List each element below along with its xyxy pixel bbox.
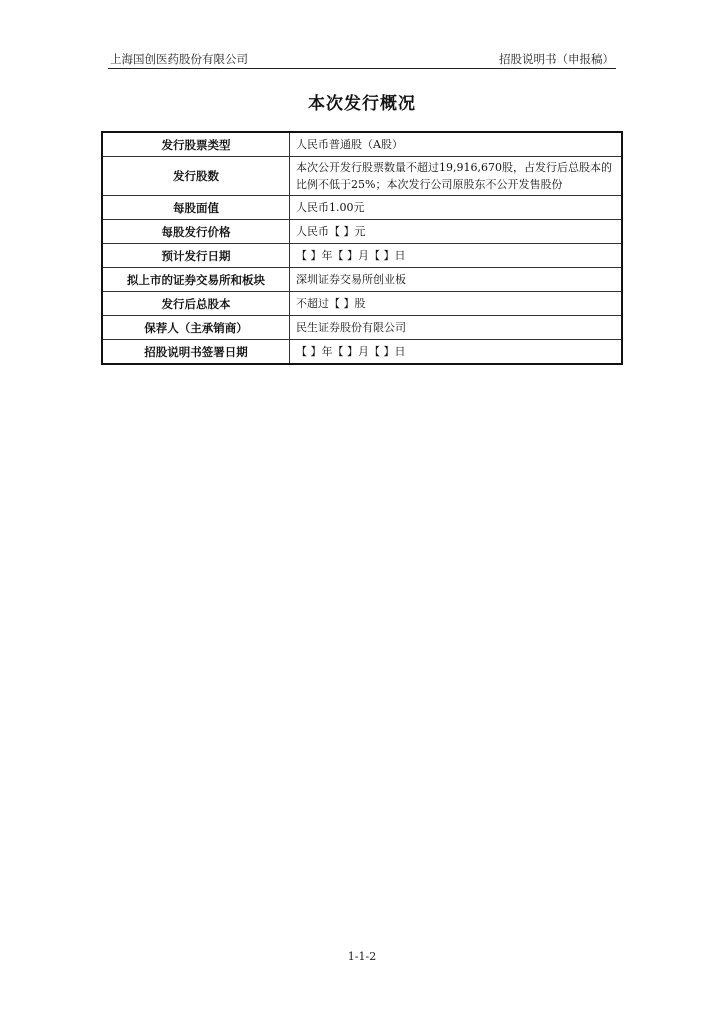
row-value: 民生证券股份有限公司 xyxy=(290,316,623,340)
row-label: 发行股数 xyxy=(102,157,290,196)
row-label: 招股说明书签署日期 xyxy=(102,340,290,365)
table-row xyxy=(102,244,622,268)
table-row xyxy=(102,196,622,220)
row-label: 发行股票类型 xyxy=(102,132,290,157)
row-label: 预计发行日期 xyxy=(102,244,290,268)
table-row xyxy=(102,316,622,340)
row-value: 本次公开发行股票数量不超过19,916,670股，占发行后总股本的比例不低于25%；本次发行公司原股东不公开发售股份 xyxy=(290,157,623,196)
row-value: 人民币普通股（A股） xyxy=(290,132,623,157)
table-row xyxy=(102,268,622,292)
table-row xyxy=(102,292,622,316)
row-label: 保荐人（主承销商） xyxy=(102,316,290,340)
row-value: 人民币1.00元 xyxy=(290,196,623,220)
row-label: 发行后总股本 xyxy=(102,292,290,316)
offering-overview-table xyxy=(101,131,623,365)
table-row xyxy=(102,157,622,196)
page-number: 1-1-2 xyxy=(347,950,377,963)
row-label: 每股发行价格 xyxy=(102,220,290,244)
table-row xyxy=(102,340,622,365)
table-row xyxy=(102,132,622,157)
row-value: 【 】年【 】月【 】日 xyxy=(290,340,623,365)
page-header xyxy=(108,50,616,69)
row-label: 每股面值 xyxy=(102,196,290,220)
row-value: 人民币【 】元 xyxy=(290,220,623,244)
row-label: 拟上市的证券交易所和板块 xyxy=(102,268,290,292)
row-value: 【 】年【 】月【 】日 xyxy=(290,244,623,268)
table-row xyxy=(102,220,622,244)
row-value: 深圳证券交易所创业板 xyxy=(290,268,623,292)
page-title: 本次发行概况 xyxy=(308,94,416,114)
header-document-type: 招股说明书（申报稿） xyxy=(499,52,614,66)
row-value: 不超过【 】股 xyxy=(290,292,623,316)
header-company-name: 上海国创医药股份有限公司 xyxy=(110,52,248,66)
